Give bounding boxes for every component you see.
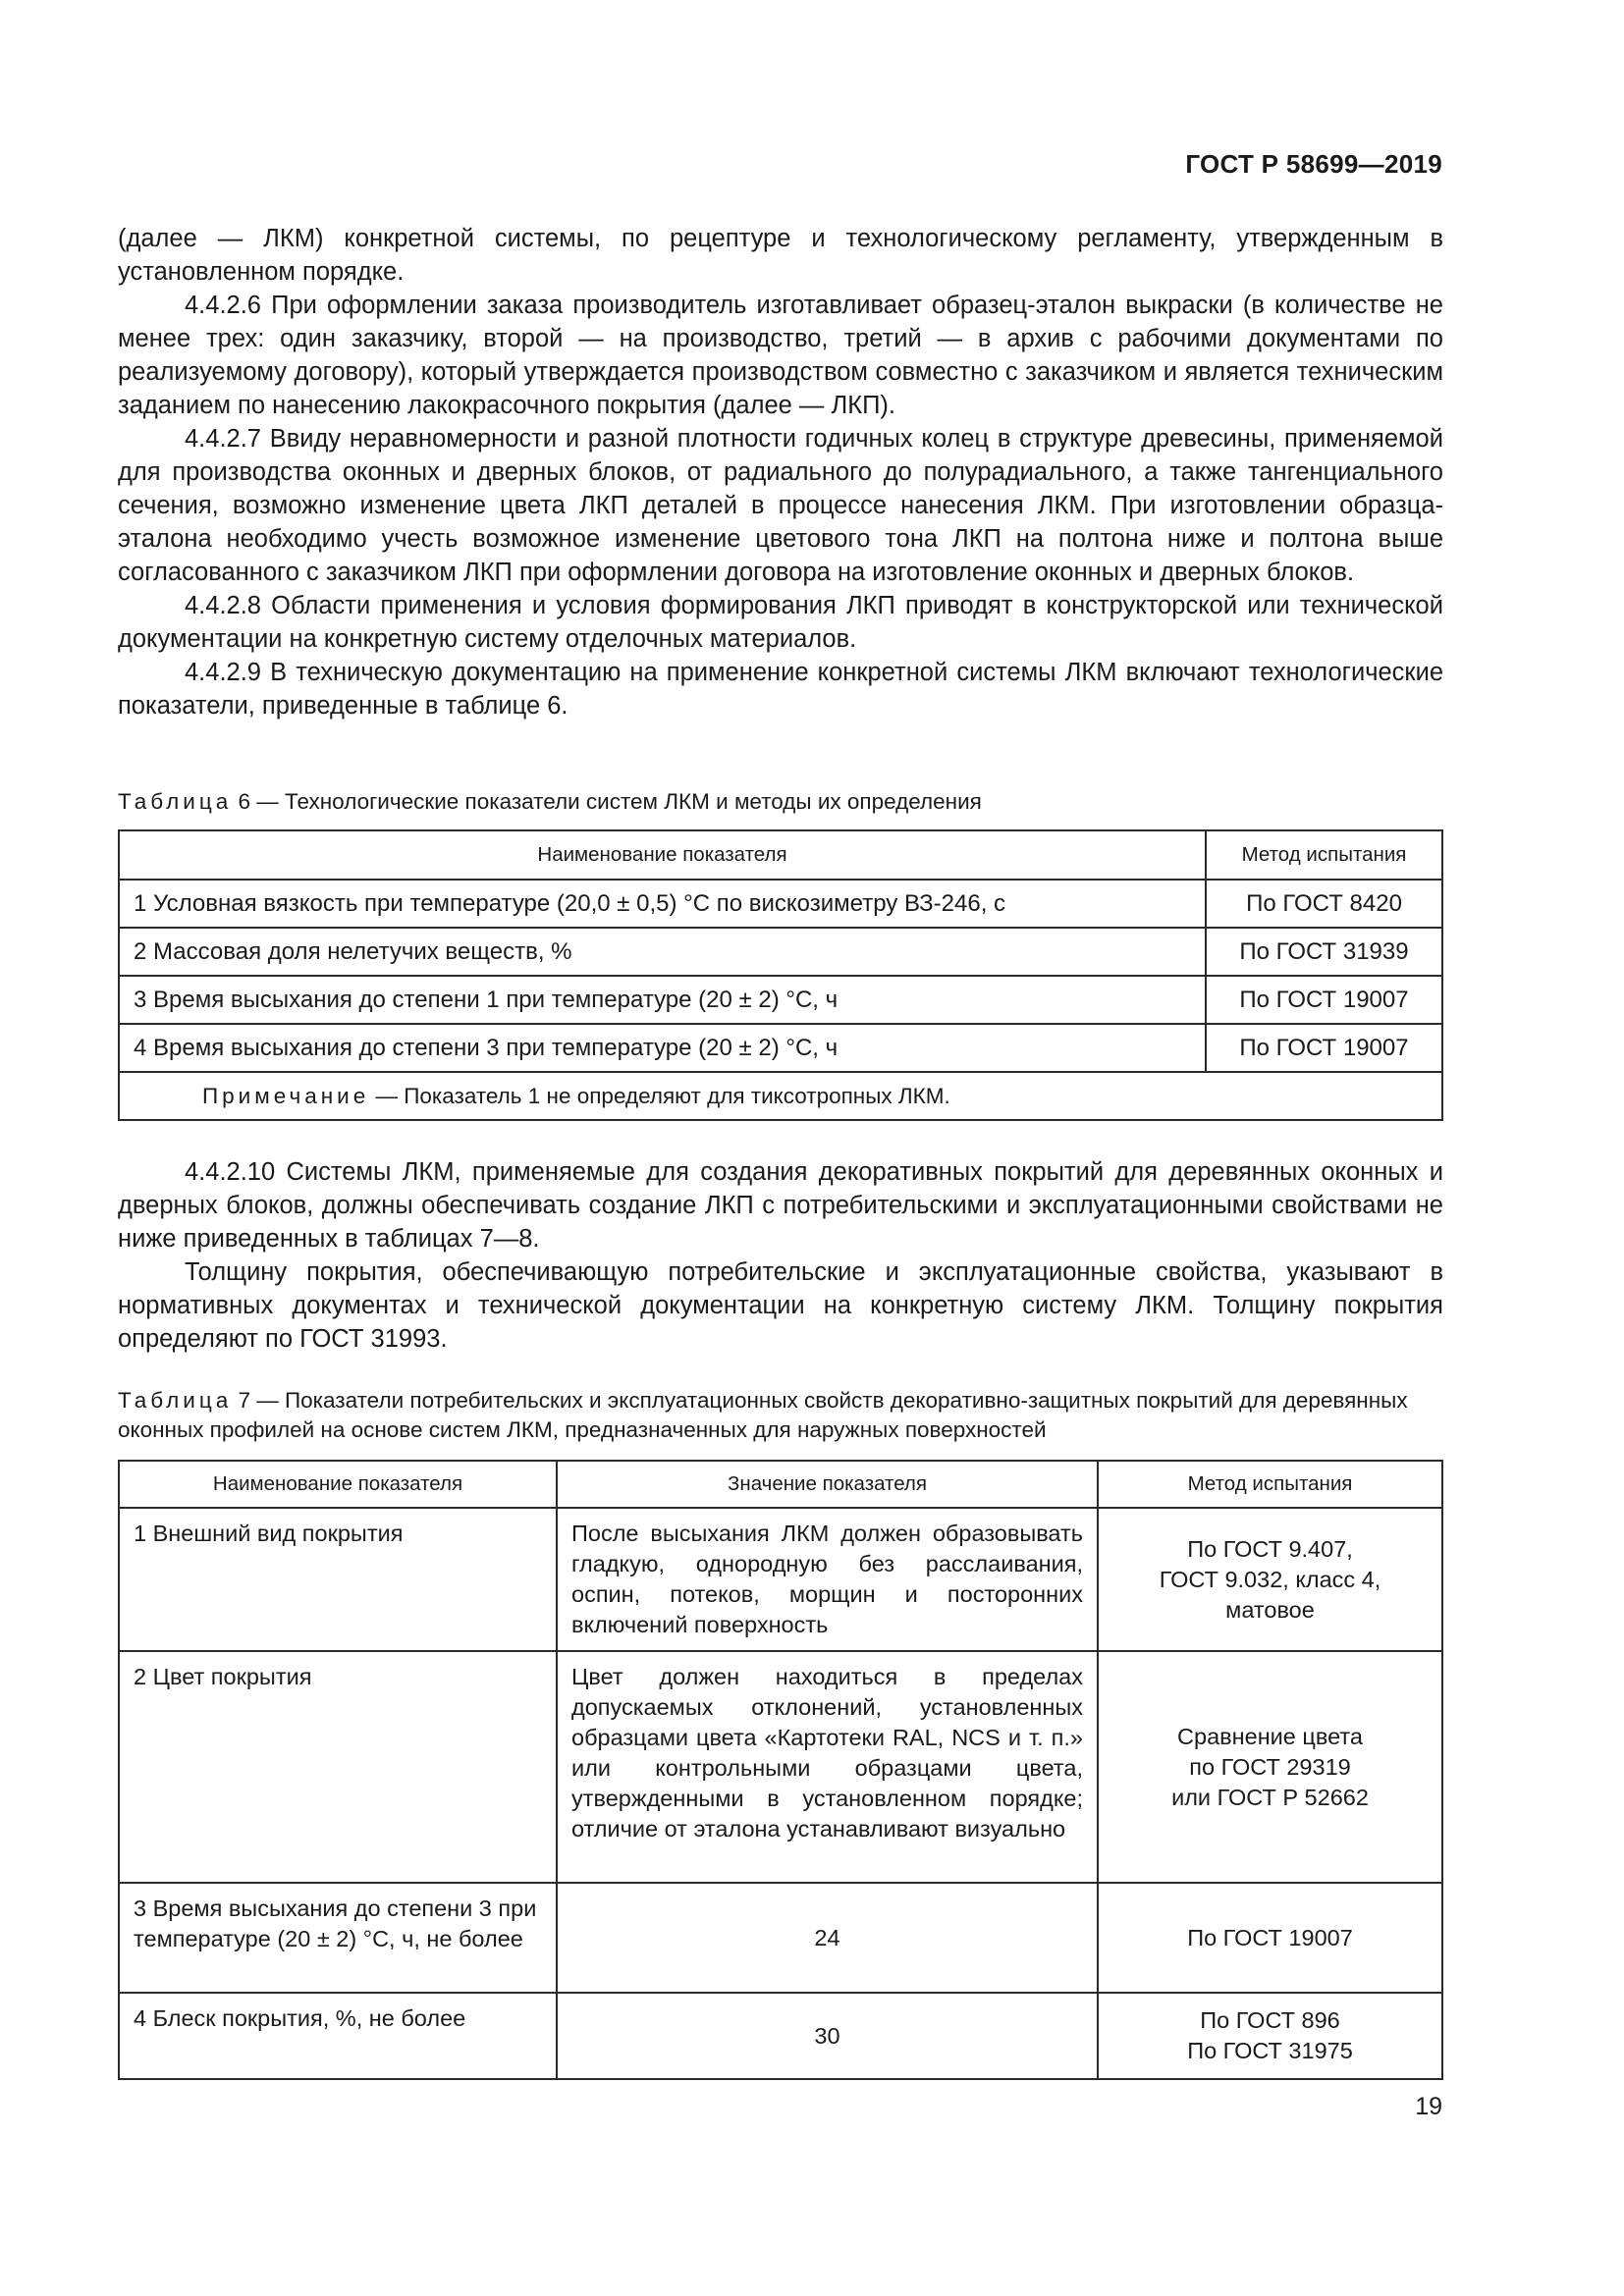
table-row [119,1024,1442,1072]
method-line: По ГОСТ 19007 [1187,1924,1353,1950]
table-row [119,976,1442,1024]
table-cell [1098,1993,1442,2079]
column-header: Метод испытания [1206,830,1442,880]
method-line: по ГОСТ 29319 [1189,1753,1351,1780]
caption-text: 6 — Технологические показатели систем ЛКМ и методы их определения [232,789,982,814]
table-7 [118,1460,1443,2080]
table-row [119,880,1442,928]
table-header-row [119,1461,1442,1508]
table-row [119,1993,1442,2079]
table-cell: По ГОСТ 19007 [1206,1024,1442,1072]
table-row [119,928,1442,976]
paragraph-4-4-2-9: 4.4.2.9 В техническую документацию на применение конкретной системы ЛКМ включают технологические показатели, приведенные в таблице 6. [118,659,1443,720]
caption-label: Таблица [118,1388,233,1413]
table-6-caption [118,787,1443,817]
column-header: Наименование показателя [119,1461,557,1508]
table-note [119,1072,1442,1120]
table-cell: По ГОСТ 8420 [1206,880,1442,928]
table-cell: 2 Массовая доля нелетучих веществ, % [119,928,1206,976]
table-row [119,1508,1442,1651]
table-cell: 30 [557,1993,1098,2079]
table-cell: По ГОСТ 19007 [1206,976,1442,1024]
paragraph-thickness: Толщину покрытия, обеспечивающую потребительские и эксплуатационные свойства, указывают в нормативных документах и технической документации на конкретную систему ЛКМ. Толщину покрытия определяют по ГОСТ 31993. [118,1258,1443,1353]
note-label: Примечание [202,1083,370,1108]
method-line: ГОСТ 9.032, класс 4, [1159,1566,1381,1592]
note-text: — Показатель 1 не определяют для тиксотропных ЛКМ. [369,1083,950,1108]
caption-label: Таблица [118,789,233,814]
table-cell: 4 Время высыхания до степени 3 при температуре (20 ± 2) °С, ч [119,1024,1206,1072]
table-row [119,1651,1442,1883]
body-text-middle [118,1155,1443,1356]
table-cell [1098,1508,1442,1651]
column-header: Метод испытания [1098,1461,1442,1508]
paragraph: (далее — ЛКМ) конкретной системы, по рецептуре и технологическому регламенту, утвержденным в установленном порядке. [118,225,1443,286]
caption-text: 7 — Показатели потребительских и эксплуатационных свойств декоративно-защитных покрытий для деревянных оконных профилей на основе систем ЛКМ, предназначенных для наружных поверхностей [118,1388,1408,1442]
paragraph-4-4-2-8: 4.4.2.8 Области применения и условия формирования ЛКП приводят в конструкторской или технической документации на конкретную систему отделочных материалов. [118,592,1443,653]
table-cell: Цвет должен находиться в пределах допускаемых отклонений, установленных образцами цвета «Картотеки RAL, NCS и т. п.» или контрольными образцами цвета, утвержденными в установленном порядке; отличие от эталона устанавливают визуально [557,1651,1098,1883]
document-code: ГОСТ Р 58699—2019 [1185,149,1442,179]
table-6 [118,829,1443,1121]
table-note-row [119,1072,1442,1120]
column-header: Значение показателя [557,1461,1098,1508]
table-row [119,1883,1442,1993]
paragraph-4-4-2-10: 4.4.2.10 Системы ЛКМ, применяемые для создания декоративных покрытий для деревянных оконных и дверных блоков, должны обеспечивать создание ЛКП с потребительскими и эксплуатационными свойствами не ниже приведенных в таблицах 7—8. [118,1158,1443,1253]
table-cell [1098,1651,1442,1883]
table-cell: После высыхания ЛКМ должен образовывать гладкую, однородную без расслаивания, оспин, потеков, морщин и посторонних включений поверхность [557,1508,1098,1651]
body-text-top [118,222,1443,722]
page-number: 19 [1415,2093,1442,2120]
method-line: По ГОСТ 896 [1200,2007,1340,2033]
table-cell: 2 Цвет покрытия [119,1651,557,1883]
table-cell: 1 Внешний вид покрытия [119,1508,557,1651]
table-cell [1098,1883,1442,1993]
table-cell: 3 Время высыхания до степени 3 при температуре (20 ± 2) °С, ч, не более [119,1883,557,1993]
table-cell: 3 Время высыхания до степени 1 при температуре (20 ± 2) °С, ч [119,976,1206,1024]
method-line: По ГОСТ 31975 [1187,2038,1353,2063]
method-line: Сравнение цвета [1177,1723,1363,1749]
table-cell: По ГОСТ 31939 [1206,928,1442,976]
table-cell: 4 Блеск покрытия, %, не более [119,1993,557,2079]
table-header-row [119,830,1442,880]
paragraph-4-4-2-6: 4.4.2.6 При оформлении заказа производитель изготавливает образец-эталон выкраски (в количестве не менее трех: один заказчику, второй — на производство, третий — в архив с рабочими документами по реализуемому договору), который утверждается производством совместно с заказчиком и является техническим заданием по нанесению лакокрасочного покрытия (далее — ЛКП). [118,292,1443,419]
table-7-caption [118,1386,1443,1445]
column-header: Наименование показателя [119,830,1206,880]
table-cell: 1 Условная вязкость при температуре (20,0 ± 0,5) °С по вискозиметру ВЗ-246, с [119,880,1206,928]
method-line: или ГОСТ Р 52662 [1171,1784,1369,1810]
method-line: По ГОСТ 9.407, [1187,1535,1353,1562]
method-line: матовое [1225,1596,1315,1623]
table-cell: 24 [557,1883,1098,1993]
paragraph-4-4-2-7: 4.4.2.7 Ввиду неравномерности и разной плотности годичных колец в структуре древесины, применяемой для производства оконных и дверных блоков, от радиального до полурадиального, а также тангенциального сечения, возможно изменение цвета ЛКП деталей в процессе нанесения ЛКМ. При изготовлении образца-эталона необходимо учесть возможное изменение цветового тона ЛКП на полтона ниже и полтона выше согласованного с заказчиком ЛКП при оформлении договора на изготовление оконных и дверных блоков. [118,425,1443,586]
